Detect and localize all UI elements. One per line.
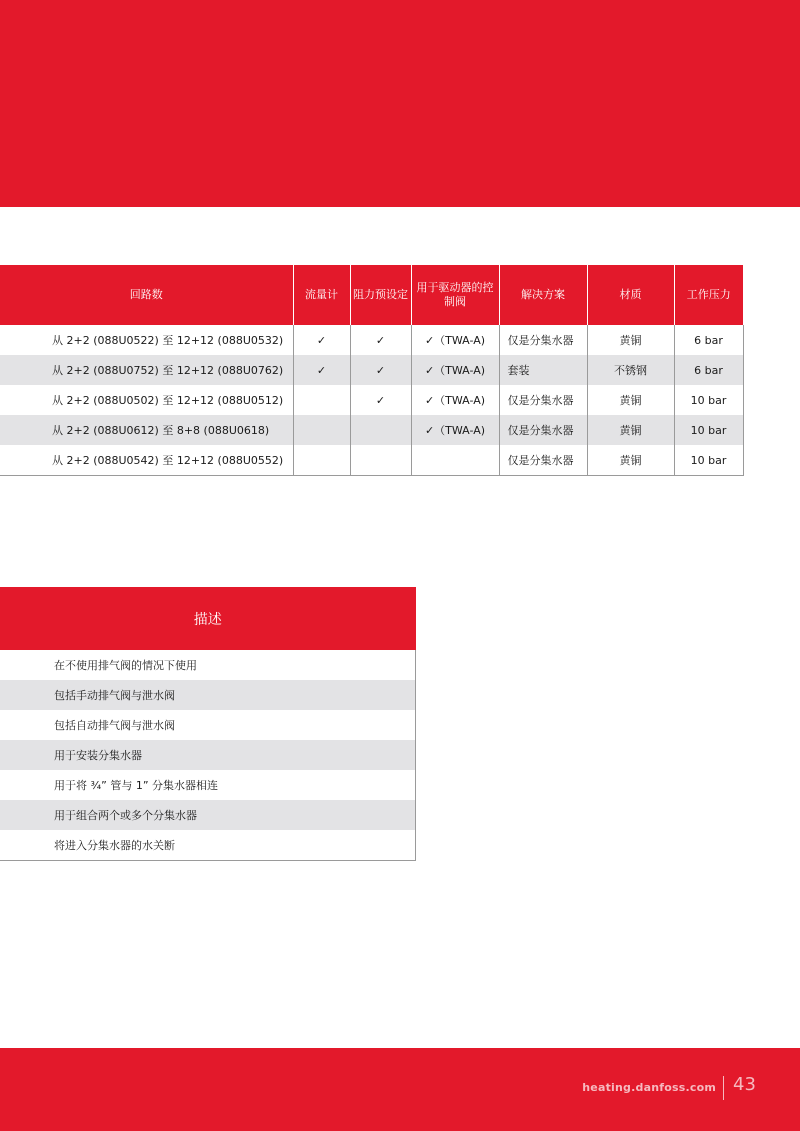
footer-website: heating.danfoss.com	[582, 1081, 716, 1094]
cell-solution: 套装	[499, 355, 587, 385]
cell-actuator-valve: ✓（TWA-A)	[411, 385, 499, 415]
cell-actuator-valve: ✓（TWA-A)	[411, 415, 499, 445]
header-solution: 解决方案	[499, 265, 587, 325]
list-item	[0, 800, 416, 830]
cell-actuator-valve: ✓（TWA-A)	[411, 355, 499, 385]
description-header-row	[0, 587, 416, 650]
cell-flow-meter	[293, 385, 350, 415]
cell-pressure: 6 bar	[674, 325, 743, 355]
table-row	[0, 385, 743, 415]
cell-solution: 仅是分集水器	[499, 385, 587, 415]
cell-actuator-valve: ✓（TWA-A)	[411, 325, 499, 355]
cell-material: 黄铜	[587, 385, 674, 415]
header-circuits: 回路数	[0, 265, 293, 325]
header-flow-meter: 流量计	[293, 265, 350, 325]
cell-flow-meter	[293, 445, 350, 476]
table-row	[0, 445, 743, 476]
list-item	[0, 830, 416, 861]
cell-flow-meter: ✓	[293, 325, 350, 355]
list-item	[0, 680, 416, 710]
cell-circuits: 从 2+2 (088U0752) 至 12+12 (088U0762)	[0, 355, 293, 385]
description-table	[0, 587, 416, 861]
description-cell: 用于安装分集水器	[0, 740, 416, 770]
page-number: 43	[733, 1074, 756, 1095]
header-presetting: 阻力预设定	[350, 265, 411, 325]
description-cell: 用于组合两个或多个分集水器	[0, 800, 416, 830]
list-item	[0, 770, 416, 800]
description-cell: 在不使用排气阀的情况下使用	[0, 650, 416, 680]
header-description: 描述	[0, 587, 416, 650]
list-item	[0, 710, 416, 740]
table-row	[0, 325, 743, 355]
spec-table-header-row	[0, 265, 743, 325]
header-pressure: 工作压力	[674, 265, 743, 325]
cell-circuits: 从 2+2 (088U0522) 至 12+12 (088U0532)	[0, 325, 293, 355]
cell-pressure: 10 bar	[674, 415, 743, 445]
cell-material: 黄铜	[587, 415, 674, 445]
table-row	[0, 355, 743, 385]
footer-divider	[723, 1076, 724, 1100]
cell-pressure: 6 bar	[674, 355, 743, 385]
cell-material: 黄铜	[587, 325, 674, 355]
cell-presetting: ✓	[350, 325, 411, 355]
description-cell: 包括自动排气阀与泄水阀	[0, 710, 416, 740]
cell-circuits: 从 2+2 (088U0542) 至 12+12 (088U0552)	[0, 445, 293, 476]
cell-material: 不锈钢	[587, 355, 674, 385]
cell-presetting: ✓	[350, 355, 411, 385]
spec-table	[0, 265, 744, 476]
description-cell: 包括手动排气阀与泄水阀	[0, 680, 416, 710]
cell-presetting	[350, 415, 411, 445]
header-material: 材质	[587, 265, 674, 325]
cell-flow-meter	[293, 415, 350, 445]
cell-solution: 仅是分集水器	[499, 445, 587, 476]
table-row	[0, 415, 743, 445]
cell-flow-meter: ✓	[293, 355, 350, 385]
description-cell: 用于将 ¾” 管与 1” 分集水器相连	[0, 770, 416, 800]
cell-pressure: 10 bar	[674, 445, 743, 476]
cell-presetting: ✓	[350, 385, 411, 415]
list-item	[0, 650, 416, 680]
top-red-band	[0, 0, 800, 207]
header-actuator-valve: 用于驱动器的控制阀	[411, 265, 499, 325]
cell-circuits: 从 2+2 (088U0612) 至 8+8 (088U0618)	[0, 415, 293, 445]
cell-solution: 仅是分集水器	[499, 415, 587, 445]
description-cell: 将进入分集水器的水关断	[0, 830, 416, 861]
cell-material: 黄铜	[587, 445, 674, 476]
cell-circuits: 从 2+2 (088U0502) 至 12+12 (088U0512)	[0, 385, 293, 415]
cell-pressure: 10 bar	[674, 385, 743, 415]
cell-presetting	[350, 445, 411, 476]
cell-actuator-valve	[411, 445, 499, 476]
list-item	[0, 740, 416, 770]
cell-solution: 仅是分集水器	[499, 325, 587, 355]
